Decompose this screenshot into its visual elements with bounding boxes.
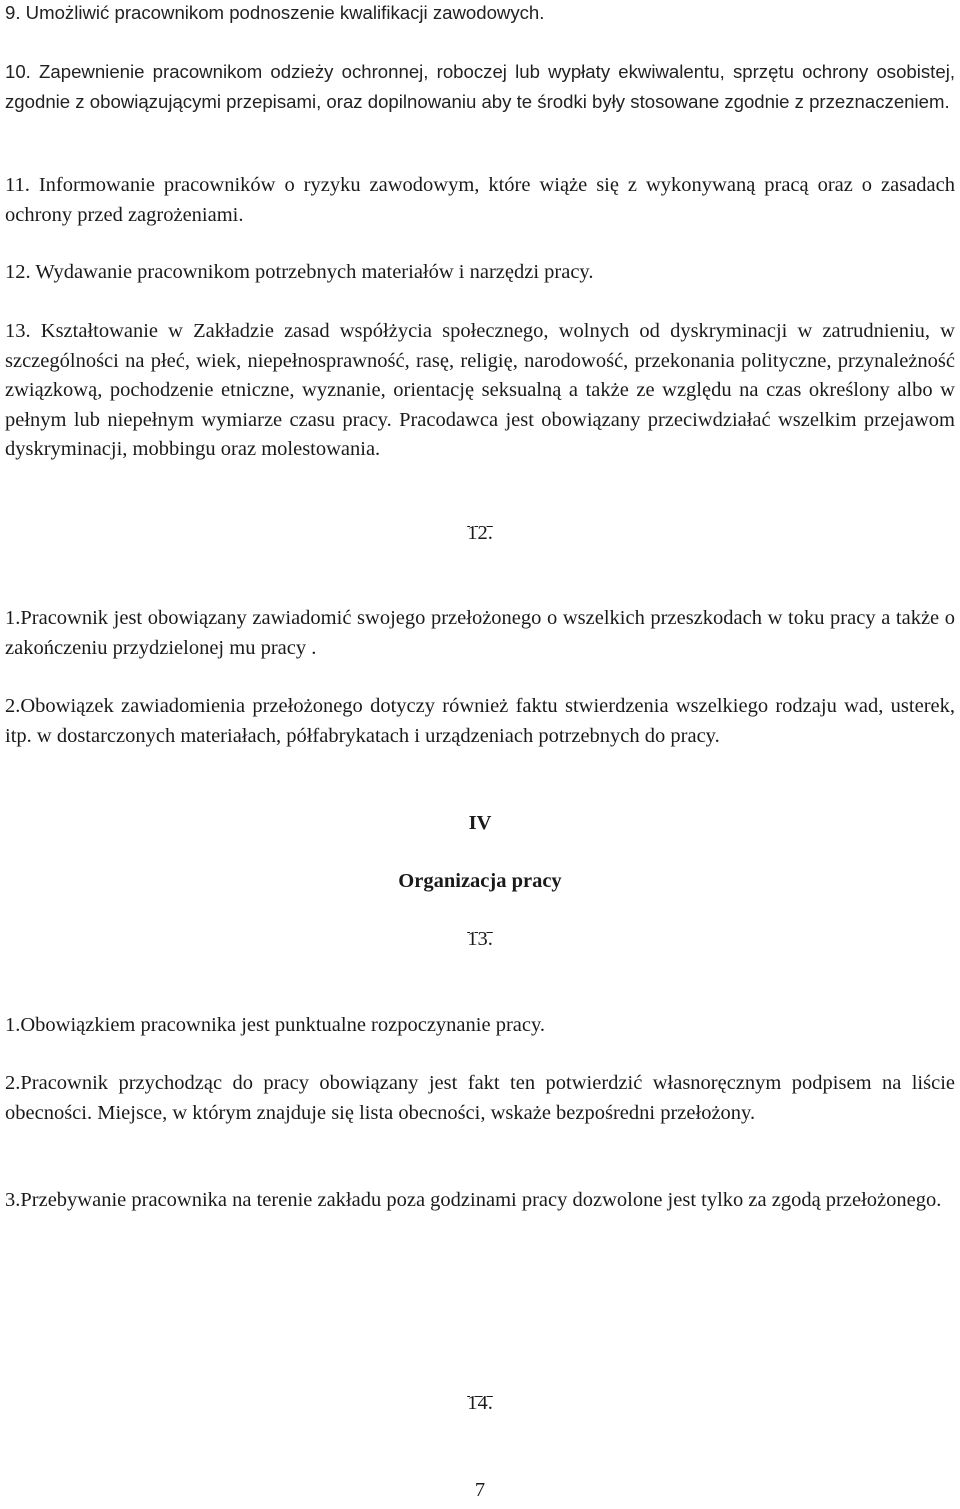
section-13-item-1: 1.Obowiązkiem pracownika jest punktualne rozpoczynanie pracy.: [5, 1014, 546, 1036]
section-12-item-1: 1.Pracownik jest obowiązany zawiadomić swojego przełożonego o wszelkich przeszkodach w toku pracy a także o zakończeniu przydzielonej mu pracy .: [5, 607, 955, 659]
paragraph-item-13: 13. Kształtowanie w Zakładzie zasad współżycia społecznego, wolnych od dyskryminacji w zatrudnieniu, w szczególności na płeć, wiek, niepełnosprawność, rasę, religię, narodowość, przekonania polityczne, przynależność związkową, pochodzenie etniczne, wyznanie, orientację seksualną a także ze względu na czas określony albo w pełnym lub niepełnym wymiarze czasu pracy. Pracodawca jest obowiązany przeciwdziałać wszelkim przejawom dyskryminacji, mobbingu oraz molestowania.: [5, 320, 955, 461]
page-number: 7: [474, 1479, 486, 1501]
section-mark-14: 14.: [467, 1392, 493, 1414]
section-13-item-3: 3.Przebywanie pracownika na terenie zakładu poza godzinami pracy dozwolone jest tylko za zgodą przełożonego.: [5, 1189, 942, 1211]
section-heading-14: [0, 1389, 960, 1419]
section-12-item-2: 2.Obowiązek zawiadomienia przełożonego dotyczy również faktu stwierdzenia wszelkiego rodzaju wad, usterek, itp. w dostarczonych materiałach, półfabrykatach i urządzeniach potrzebnych do pracy.: [5, 695, 955, 747]
section-13-item-2: 2.Pracownik przychodząc do pracy obowiązany jest fakt ten potwierdzić własnoręcznym podpisem na liście obecności. Miejsce, w którym znajduje się lista obecności, wskaże bezpośredni przełożony.: [5, 1072, 955, 1124]
section-mark-12: 12.: [467, 522, 493, 544]
paragraph-item-12: 12. Wydawanie pracownikom potrzebnych materiałów i narzędzi pracy.: [5, 261, 594, 283]
paragraph-item-10: 10. Zapewnienie pracownikom odzieży ochronnej, roboczej lub wypłaty ekwiwalentu, sprzętu ochrony osobistej, zgodnie z obowiązującymi przepisami, oraz dopilnowaniu aby te środki były stosowane zgodnie z przeznaczeniem.: [5, 61, 955, 112]
section-heading-13: [0, 925, 960, 955]
section-mark-13: 13.: [467, 928, 493, 950]
paragraph-item-11: 11. Informowanie pracowników o ryzyku zawodowym, które wiąże się z wykonywaną pracą oraz o zasadach ochrony przed zagrożeniami.: [5, 174, 955, 226]
chapter-title: Organizacja pracy: [398, 870, 562, 892]
paragraph-item-9: 9. Umożliwić pracownikom podnoszenie kwalifikacji zawodowych.: [5, 2, 545, 23]
section-heading-12: [0, 519, 960, 549]
chapter-number: IV: [468, 812, 492, 834]
